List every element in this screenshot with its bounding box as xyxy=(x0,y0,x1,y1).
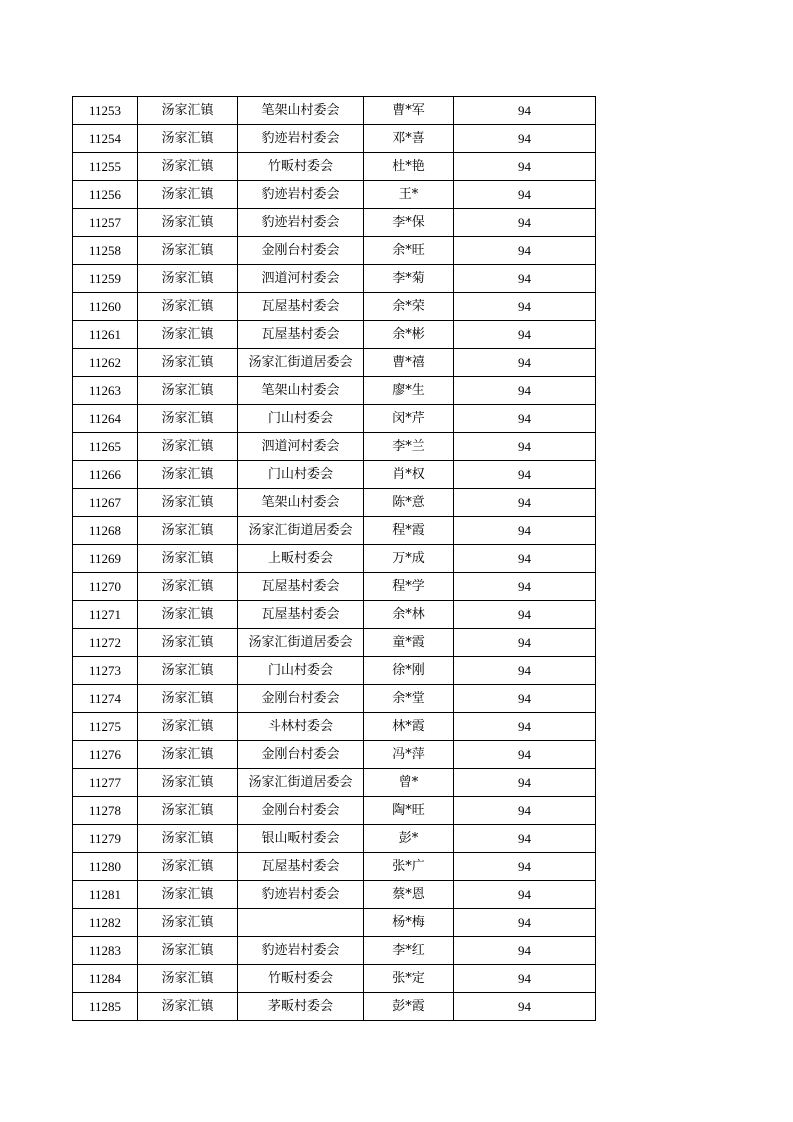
cell-village-committee: 瓦屋基村委会 xyxy=(238,321,364,349)
cell-person-name: 余*彬 xyxy=(364,321,454,349)
cell-person-name: 陈*意 xyxy=(364,489,454,517)
cell-serial-number: 11276 xyxy=(73,741,138,769)
cell-town: 汤家汇镇 xyxy=(138,713,238,741)
cell-score: 94 xyxy=(454,601,596,629)
cell-score: 94 xyxy=(454,769,596,797)
cell-score: 94 xyxy=(454,181,596,209)
cell-score: 94 xyxy=(454,713,596,741)
table-row xyxy=(73,657,596,685)
cell-serial-number: 11284 xyxy=(73,965,138,993)
cell-person-name: 陶*旺 xyxy=(364,797,454,825)
cell-town: 汤家汇镇 xyxy=(138,685,238,713)
cell-score: 94 xyxy=(454,545,596,573)
table-row xyxy=(73,937,596,965)
cell-town: 汤家汇镇 xyxy=(138,769,238,797)
cell-score: 94 xyxy=(454,349,596,377)
cell-village-committee xyxy=(238,909,364,937)
cell-village-committee: 笔架山村委会 xyxy=(238,377,364,405)
cell-serial-number: 11271 xyxy=(73,601,138,629)
cell-score: 94 xyxy=(454,881,596,909)
cell-score: 94 xyxy=(454,461,596,489)
cell-village-committee: 豹迹岩村委会 xyxy=(238,881,364,909)
cell-serial-number: 11255 xyxy=(73,153,138,181)
table-row xyxy=(73,797,596,825)
cell-score: 94 xyxy=(454,629,596,657)
cell-town: 汤家汇镇 xyxy=(138,153,238,181)
cell-village-committee: 金刚台村委会 xyxy=(238,741,364,769)
cell-score: 94 xyxy=(454,405,596,433)
table-row xyxy=(73,909,596,937)
table-row xyxy=(73,125,596,153)
cell-village-committee: 汤家汇街道居委会 xyxy=(238,769,364,797)
cell-score: 94 xyxy=(454,433,596,461)
cell-person-name: 余*林 xyxy=(364,601,454,629)
cell-person-name: 闵*芹 xyxy=(364,405,454,433)
cell-score: 94 xyxy=(454,825,596,853)
cell-serial-number: 11281 xyxy=(73,881,138,909)
cell-village-committee: 竹畈村委会 xyxy=(238,965,364,993)
cell-score: 94 xyxy=(454,797,596,825)
cell-serial-number: 11280 xyxy=(73,853,138,881)
cell-person-name: 王* xyxy=(364,181,454,209)
cell-person-name: 徐*刚 xyxy=(364,657,454,685)
cell-town: 汤家汇镇 xyxy=(138,293,238,321)
cell-score: 94 xyxy=(454,489,596,517)
cell-town: 汤家汇镇 xyxy=(138,125,238,153)
table-row xyxy=(73,741,596,769)
table-row xyxy=(73,601,596,629)
table-row xyxy=(73,769,596,797)
cell-person-name: 彭*霞 xyxy=(364,993,454,1021)
cell-score: 94 xyxy=(454,125,596,153)
table-row xyxy=(73,517,596,545)
table-row xyxy=(73,237,596,265)
cell-town: 汤家汇镇 xyxy=(138,97,238,125)
cell-town: 汤家汇镇 xyxy=(138,993,238,1021)
cell-serial-number: 11275 xyxy=(73,713,138,741)
cell-person-name: 林*霞 xyxy=(364,713,454,741)
cell-village-committee: 金刚台村委会 xyxy=(238,685,364,713)
cell-score: 94 xyxy=(454,909,596,937)
table-row xyxy=(73,685,596,713)
cell-village-committee: 门山村委会 xyxy=(238,461,364,489)
cell-serial-number: 11283 xyxy=(73,937,138,965)
table-row xyxy=(73,713,596,741)
cell-village-committee: 茅畈村委会 xyxy=(238,993,364,1021)
cell-score: 94 xyxy=(454,993,596,1021)
cell-village-committee: 泗道河村委会 xyxy=(238,265,364,293)
cell-village-committee: 竹畈村委会 xyxy=(238,153,364,181)
cell-serial-number: 11268 xyxy=(73,517,138,545)
table-row xyxy=(73,573,596,601)
cell-serial-number: 11270 xyxy=(73,573,138,601)
cell-serial-number: 11257 xyxy=(73,209,138,237)
cell-town: 汤家汇镇 xyxy=(138,741,238,769)
cell-person-name: 曾* xyxy=(364,769,454,797)
table-row xyxy=(73,153,596,181)
cell-village-committee: 瓦屋基村委会 xyxy=(238,573,364,601)
table-row xyxy=(73,405,596,433)
cell-serial-number: 11263 xyxy=(73,377,138,405)
cell-village-committee: 笔架山村委会 xyxy=(238,97,364,125)
cell-person-name: 肖*权 xyxy=(364,461,454,489)
cell-village-committee: 门山村委会 xyxy=(238,657,364,685)
cell-town: 汤家汇镇 xyxy=(138,517,238,545)
cell-serial-number: 11258 xyxy=(73,237,138,265)
cell-person-name: 杨*梅 xyxy=(364,909,454,937)
cell-score: 94 xyxy=(454,853,596,881)
table-row xyxy=(73,349,596,377)
table-row xyxy=(73,461,596,489)
cell-serial-number: 11265 xyxy=(73,433,138,461)
table-row xyxy=(73,321,596,349)
cell-town: 汤家汇镇 xyxy=(138,825,238,853)
cell-serial-number: 11285 xyxy=(73,993,138,1021)
cell-village-committee: 斗林村委会 xyxy=(238,713,364,741)
cell-person-name: 程*霞 xyxy=(364,517,454,545)
cell-serial-number: 11259 xyxy=(73,265,138,293)
cell-town: 汤家汇镇 xyxy=(138,489,238,517)
cell-village-committee: 豹迹岩村委会 xyxy=(238,125,364,153)
cell-town: 汤家汇镇 xyxy=(138,265,238,293)
cell-serial-number: 11273 xyxy=(73,657,138,685)
cell-person-name: 廖*生 xyxy=(364,377,454,405)
cell-person-name: 张*定 xyxy=(364,965,454,993)
cell-town: 汤家汇镇 xyxy=(138,461,238,489)
cell-town: 汤家汇镇 xyxy=(138,237,238,265)
cell-serial-number: 11262 xyxy=(73,349,138,377)
table-row xyxy=(73,97,596,125)
cell-person-name: 李*保 xyxy=(364,209,454,237)
cell-village-committee: 金刚台村委会 xyxy=(238,237,364,265)
cell-town: 汤家汇镇 xyxy=(138,181,238,209)
cell-town: 汤家汇镇 xyxy=(138,657,238,685)
cell-town: 汤家汇镇 xyxy=(138,377,238,405)
cell-serial-number: 11254 xyxy=(73,125,138,153)
cell-person-name: 余*荣 xyxy=(364,293,454,321)
cell-score: 94 xyxy=(454,937,596,965)
cell-person-name: 邓*喜 xyxy=(364,125,454,153)
cell-score: 94 xyxy=(454,209,596,237)
cell-town: 汤家汇镇 xyxy=(138,965,238,993)
table-row xyxy=(73,265,596,293)
cell-score: 94 xyxy=(454,97,596,125)
cell-score: 94 xyxy=(454,293,596,321)
cell-serial-number: 11278 xyxy=(73,797,138,825)
cell-person-name: 冯*萍 xyxy=(364,741,454,769)
cell-village-committee: 汤家汇街道居委会 xyxy=(238,517,364,545)
cell-person-name: 李*菊 xyxy=(364,265,454,293)
cell-town: 汤家汇镇 xyxy=(138,433,238,461)
cell-person-name: 余*堂 xyxy=(364,685,454,713)
table-row xyxy=(73,629,596,657)
cell-village-committee: 瓦屋基村委会 xyxy=(238,601,364,629)
table-row xyxy=(73,209,596,237)
cell-serial-number: 11264 xyxy=(73,405,138,433)
cell-serial-number: 11260 xyxy=(73,293,138,321)
cell-score: 94 xyxy=(454,321,596,349)
cell-serial-number: 11267 xyxy=(73,489,138,517)
cell-serial-number: 11277 xyxy=(73,769,138,797)
cell-village-committee: 金刚台村委会 xyxy=(238,797,364,825)
table-row xyxy=(73,965,596,993)
cell-person-name: 彭* xyxy=(364,825,454,853)
table-row xyxy=(73,489,596,517)
cell-town: 汤家汇镇 xyxy=(138,937,238,965)
table-row xyxy=(73,881,596,909)
cell-score: 94 xyxy=(454,265,596,293)
cell-score: 94 xyxy=(454,377,596,405)
cell-serial-number: 11272 xyxy=(73,629,138,657)
cell-person-name: 曹*军 xyxy=(364,97,454,125)
cell-town: 汤家汇镇 xyxy=(138,909,238,937)
cell-town: 汤家汇镇 xyxy=(138,405,238,433)
cell-town: 汤家汇镇 xyxy=(138,853,238,881)
cell-town: 汤家汇镇 xyxy=(138,545,238,573)
cell-serial-number: 11282 xyxy=(73,909,138,937)
cell-score: 94 xyxy=(454,153,596,181)
cell-town: 汤家汇镇 xyxy=(138,349,238,377)
cell-person-name: 程*学 xyxy=(364,573,454,601)
cell-town: 汤家汇镇 xyxy=(138,601,238,629)
cell-village-committee: 汤家汇街道居委会 xyxy=(238,349,364,377)
cell-serial-number: 11256 xyxy=(73,181,138,209)
cell-town: 汤家汇镇 xyxy=(138,629,238,657)
table-row xyxy=(73,853,596,881)
cell-person-name: 李*红 xyxy=(364,937,454,965)
cell-village-committee: 瓦屋基村委会 xyxy=(238,853,364,881)
cell-serial-number: 11269 xyxy=(73,545,138,573)
table-row xyxy=(73,181,596,209)
cell-score: 94 xyxy=(454,237,596,265)
roster-table xyxy=(72,96,596,1021)
table-row xyxy=(73,825,596,853)
cell-person-name: 张*广 xyxy=(364,853,454,881)
cell-town: 汤家汇镇 xyxy=(138,321,238,349)
cell-person-name: 曹*禧 xyxy=(364,349,454,377)
cell-score: 94 xyxy=(454,685,596,713)
cell-serial-number: 11279 xyxy=(73,825,138,853)
cell-village-committee: 上畈村委会 xyxy=(238,545,364,573)
cell-person-name: 李*兰 xyxy=(364,433,454,461)
cell-serial-number: 11266 xyxy=(73,461,138,489)
cell-town: 汤家汇镇 xyxy=(138,797,238,825)
cell-village-committee: 豹迹岩村委会 xyxy=(238,181,364,209)
cell-village-committee: 豹迹岩村委会 xyxy=(238,937,364,965)
table-row xyxy=(73,433,596,461)
cell-village-committee: 瓦屋基村委会 xyxy=(238,293,364,321)
cell-person-name: 万*成 xyxy=(364,545,454,573)
cell-town: 汤家汇镇 xyxy=(138,573,238,601)
cell-village-committee: 银山畈村委会 xyxy=(238,825,364,853)
table-row xyxy=(73,377,596,405)
cell-serial-number: 11253 xyxy=(73,97,138,125)
cell-village-committee: 门山村委会 xyxy=(238,405,364,433)
cell-person-name: 杜*艳 xyxy=(364,153,454,181)
cell-score: 94 xyxy=(454,573,596,601)
cell-score: 94 xyxy=(454,741,596,769)
cell-town: 汤家汇镇 xyxy=(138,209,238,237)
cell-person-name: 童*霞 xyxy=(364,629,454,657)
cell-person-name: 蔡*恩 xyxy=(364,881,454,909)
cell-village-committee: 汤家汇街道居委会 xyxy=(238,629,364,657)
cell-score: 94 xyxy=(454,657,596,685)
cell-score: 94 xyxy=(454,517,596,545)
table-row xyxy=(73,993,596,1021)
cell-person-name: 余*旺 xyxy=(364,237,454,265)
cell-village-committee: 笔架山村委会 xyxy=(238,489,364,517)
table-row xyxy=(73,293,596,321)
cell-serial-number: 11261 xyxy=(73,321,138,349)
cell-score: 94 xyxy=(454,965,596,993)
table-row xyxy=(73,545,596,573)
roster-table-body xyxy=(73,97,596,1021)
cell-serial-number: 11274 xyxy=(73,685,138,713)
cell-village-committee: 豹迹岩村委会 xyxy=(238,209,364,237)
cell-town: 汤家汇镇 xyxy=(138,881,238,909)
cell-village-committee: 泗道河村委会 xyxy=(238,433,364,461)
